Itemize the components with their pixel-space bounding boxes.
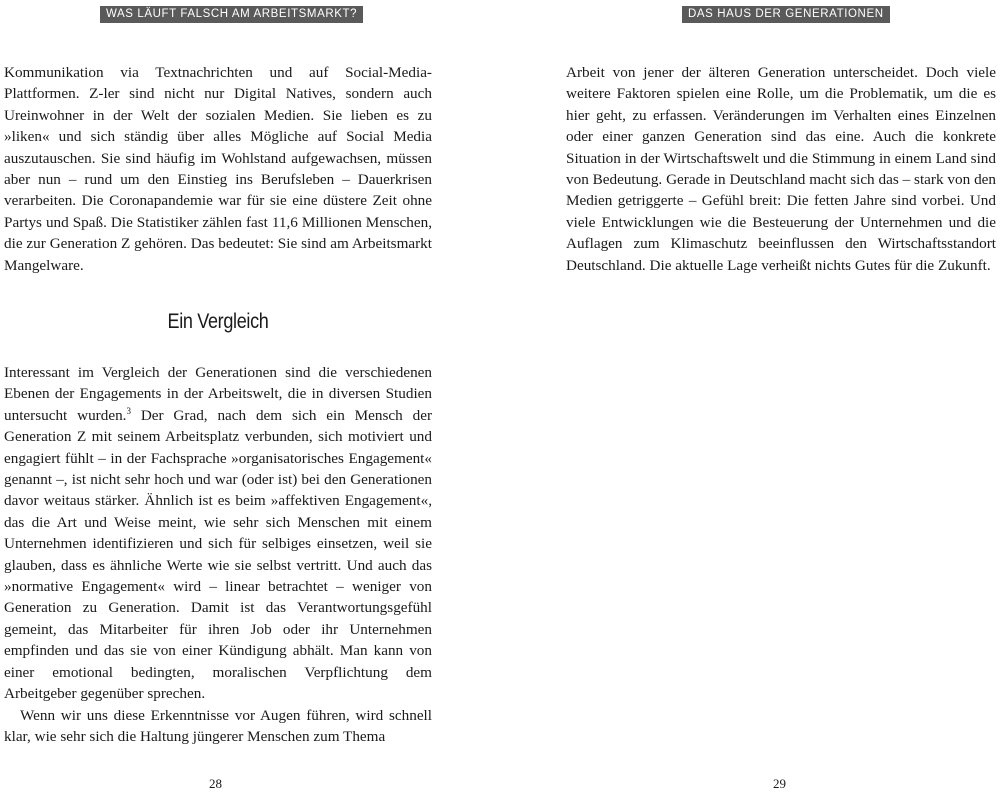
- left-body-paragraph-2: Wenn wir uns diese Erkenntnisse vor Augen führen, wird schnell klar, wie sehr sich die Haltung jüngerer Menschen zum Thema: [4, 706, 432, 745]
- footnote-marker[interactable]: 3: [126, 405, 131, 416]
- left-body-paragraph-1: [4, 362, 432, 705]
- body-paragraph-1-part-1: Interessant im Vergleich der Generationen sind die verschiedenen Ebenen der Engagements in der Arbeitswelt, die in diversen Studien untersucht wurden.: [4, 364, 432, 424]
- right-top-paragraph: Arbeit von jener der älteren Generation unterscheidet. Doch viele weitere Faktoren spielen eine Rolle, um die Problematik, um die es hier geht, zu erfassen. Veränderungen im Verhalten eines Einzelnen oder einer ganzen Generation sind das eine. Auch die konkrete Situation in der Wirtschaftswelt und die Stimmung in einem Land sind von Bedeutung. Gerade in Deutschland macht sich das – stark von den Medien getriggerte – Gefühl breit: Die fetten Jahre sind vorbei. Und viele Entwicklungen wie die Besteuerung der Unternehmen und die Auflagen zum Klimaschutz beeinflussen den Wirtschaftsstandort Deutschland. Die aktuelle Lage verheißt nichts Gutes für die Zukunft.: [566, 64, 996, 274]
- page-number-left: 28: [209, 776, 222, 791]
- page-number-right: 29: [773, 776, 786, 791]
- right-top-text: [566, 62, 996, 276]
- right-page: [500, 0, 1000, 800]
- left-body-text: [4, 362, 432, 747]
- left-top-text: [4, 62, 432, 276]
- running-head-left: WAS LÄUFT FALSCH AM ARBEITSMARKT?: [100, 6, 363, 23]
- running-head-right: DAS HAUS DER GENERATIONEN: [682, 6, 890, 23]
- section-heading: Ein Vergleich: [167, 310, 269, 333]
- body-paragraph-1-part-2: Der Grad, nach dem sich ein Mensch der Generation Z mit seinem Arbeitsplatz verbunden, sich motiviert und engagiert fühlt – in der Fachsprache »organisatorisches Engagement« genannt –, ist nicht sehr hoch und war (oder ist) bei den Generationen davor weitaus stärker. Ähnlich ist es beim »affektiven Engagement«, das die Art und Weise meint, wie sehr sich Menschen mit einem Unternehmen identifizieren und sich für selbiges einsetzen, weil sie glauben, dass es ähnliche Werte wie sie selbst vertritt. Und auch das »normative Engagement« wird – linear betrachtet – weniger von Generation zu Generation. Damit ist das Verantwortungsgefühl gemeint, das Mitarbeiter für ihren Job oder ihr Unternehmen empfinden und das sie von einer Kündigung abhält. Man kann von einer emotional bedingten, moralischen Verpflichtung dem Arbeitgeber gegenüber sprechen.: [4, 406, 432, 703]
- left-top-paragraph: Kommunikation via Textnachrichten und auf Social-Media-Plattformen. Z-ler sind nicht nur Digital Natives, sondern auch Ureinwohner in der Welt der sozialen Medien. Sie lieben es zu »liken« und sich ständig über alles Mögliche auf Social Media auszutauschen. Sie sind häufig im Wohlstand aufgewachsen, müssen aber nun – rund um den Einstieg ins Berufsleben – Dauerkrisen verarbeiten. Die Coronapandemie war für sie eine düstere Zeit ohne Partys und Spaß. Die Statistiker zählen fast 11,6 Millionen Menschen, die zur Generation Z gehören. Das bedeutet: Sie sind am Arbeitsmarkt Mangelware.: [4, 64, 432, 274]
